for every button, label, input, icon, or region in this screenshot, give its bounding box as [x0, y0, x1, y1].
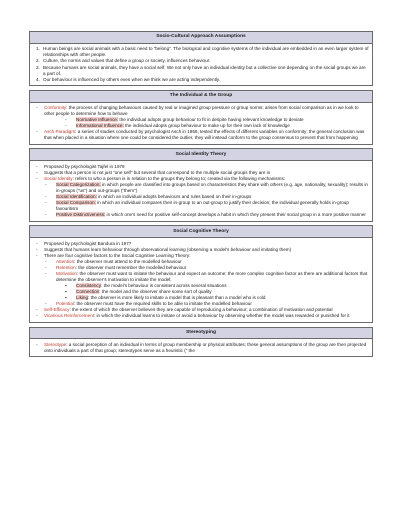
term-categorization: Social Categorization:	[56, 181, 101, 187]
term-connection: Connection	[76, 289, 100, 295]
term-identification: Social Identification:	[56, 194, 97, 200]
list-item: 4. Our behaviour is influenced by others even when we think we are acting independently.	[36, 76, 221, 82]
term-vicarious-reinforcement: Vicarious Reinforcement	[44, 313, 94, 319]
term-stereotype: Stereotype	[44, 341, 67, 347]
term-attention: Attention	[56, 258, 75, 264]
term-consistency: Consistency	[76, 283, 102, 289]
term-self-efficacy: Self-Efficacy	[44, 307, 70, 313]
section-social-cognitive	[29, 225, 373, 323]
section-title: Socio-Cultural Approach Assumptions	[30, 32, 372, 44]
section-assumptions	[29, 31, 373, 86]
list-item: 2. Culture, the norms and values that define a group or society, influences behaviour.	[36, 58, 211, 64]
list-item: - Social Identification: in which an individual adopts behaviours and rules based on their in-groups	[45, 194, 252, 200]
list-item: - Attention: the observer must attend to the modelled behaviour	[45, 258, 182, 264]
section-title: Social Cognitive Theory	[30, 226, 372, 238]
list-item: 1. Human beings are social animals with a basic need to “belong”. The biological and cognitive systems of the individual are embedded in an even larger system of relationships with other people.	[36, 46, 369, 58]
section-social-identity	[29, 148, 373, 221]
section-title: Social Identity Theory	[30, 149, 372, 161]
list-item: - Suggests that humans learn behaviour through observational learning (observing a model’s behaviour and imitating them)	[36, 246, 292, 252]
list-item: ▪ Consistency: the model’s behaviour is consistent across several situations	[65, 283, 227, 289]
term-social-identity: Social Identity	[44, 175, 73, 181]
term-potential: Potential	[56, 301, 74, 307]
list-item: - Stereotype: a social perception of an individual in terms of group membership or physical attributes; these general assumptions of the group are then projected onto individuals a part of that group; stereotypes serve as a heuristic (” the	[36, 341, 367, 353]
list-item: - Asch Paradigm: a series of studies conducted by psychologist Asch in 1956; tested the effects of different variables on conformity; the general conclusion was that when placed in a situation where one could be considered the outlier, they will instead conform to the group consensus to prevent that from happening	[36, 129, 365, 141]
term-asch: Asch Paradigm	[44, 129, 76, 135]
section-title: The Individual & the Group	[30, 91, 372, 103]
list-item: - Retention: the observer must remember the modelled behaviour	[45, 264, 187, 270]
list-item: - Potential: the observer must have the required skills to be able to imitate the modelled behaviour	[45, 301, 252, 307]
list-item: - Positive Distinctiveness: in which one’s need for positive self-concept develops a habit in which they present their social group in a more positive manner	[45, 212, 366, 218]
list-item: 3. Because humans are social animals, they have a social self. We not only have an individual identity but a collective one depending on the social groups we are a part of.	[36, 64, 366, 76]
list-item: - Vicarious Reinforcement: in which the individual learns to imitate or avoid a behaviour by observing whether the model was rewarded or punished for it	[36, 313, 350, 319]
list-item: - Proposed by psychologist Tajfel in 1979	[36, 163, 125, 169]
list-item: - Proposed by psychologist Bandura in 1977	[36, 240, 132, 246]
section-individual-group	[29, 90, 373, 145]
list-item: - Conformity: the process of changing behaviours caused by real or imagined group pressure or group norms; arises from social comparison as in we look to other people to determine how to behave	[36, 105, 359, 117]
section-stereotyping	[29, 327, 373, 358]
list-item: - Social Identity: refers to who a person is in relation to the groups they belong to; created via the following mechanisms:	[36, 175, 286, 181]
list-item: ▪ Connection: the model and the observer share some sort of quality	[65, 289, 212, 295]
section-title: Stereotyping	[30, 328, 372, 340]
term-motivation: Motivation	[56, 271, 77, 276]
list-item: - Informational Influence: the individual adopts group behaviour to make up for their own lack of knowledge	[65, 123, 290, 129]
list-item: - There are four cognitive factors to the Social Cognitive Learning Theory:	[36, 252, 191, 258]
list-item: - Suggests that a person is not just “one self” but several that correspond to the multiple social groups they are in	[36, 169, 271, 175]
term-informational: Informational Influence:	[76, 123, 124, 129]
list-item: - Normative Influence: the individual adopts group behaviour to fit in despite having relevant knowledge to deviate	[65, 117, 304, 123]
list-item: - Social Comparison: in which an individual compares their in-group to an out-group to justify their decision; the individual generally holds in-group favouritism	[45, 200, 349, 212]
list-item: - Motivation: the observer must want to imitate the behaviour and expect an outcome; the more complex cognitive factor as there are additional factors that determine the observer’s motivation to imitate the model;	[45, 271, 368, 283]
term-comparison: Social Comparison:	[56, 200, 96, 206]
notes-page	[29, 31, 373, 361]
term-liking: Liking	[76, 295, 89, 301]
list-item: - Self-Efficacy: the extent of which the observer believes they are capable of reproducing a behaviour; a combination of motivation and potential	[36, 307, 333, 313]
term-conformity: Conformity	[44, 105, 67, 111]
term-distinctiveness: Positive Distinctiveness:	[56, 212, 106, 218]
list-item: ▪ Liking: the observer is more likely to imitate a model that is pleasant than a model who is cold	[65, 295, 266, 301]
list-item: - Social Categorization: in which people are classified into groups based on characteristics they share with others (e.g. age, nationality, sexuality); results in in-groups (“us”) and out-groups (“them”)	[45, 181, 368, 194]
term-normative: Normative Influence:	[76, 117, 119, 123]
term-retention: Retention	[56, 264, 76, 270]
